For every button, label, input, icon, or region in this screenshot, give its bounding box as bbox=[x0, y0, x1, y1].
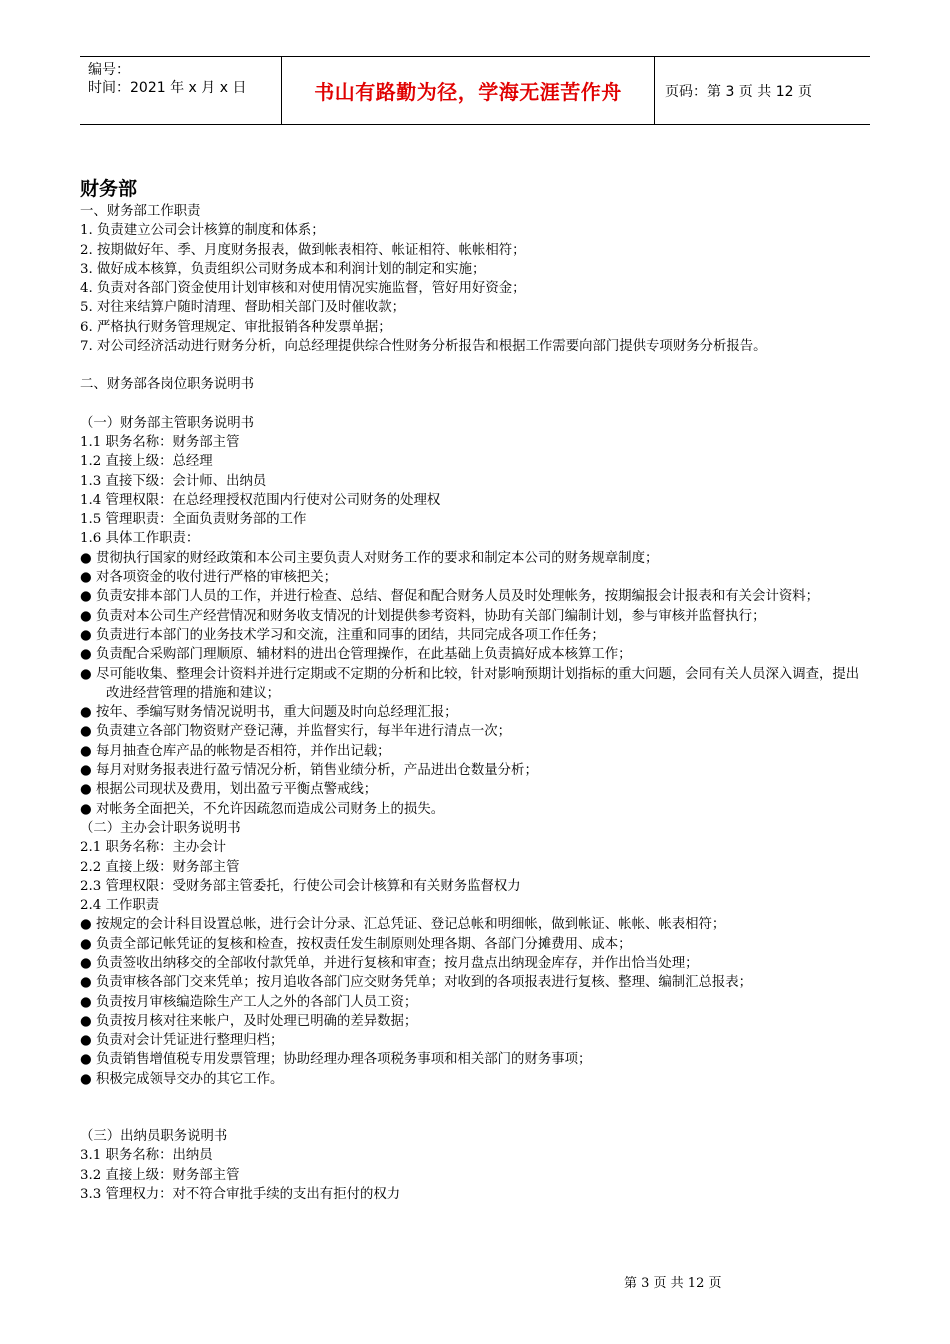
document-body bbox=[80, 176, 870, 1204]
bullet-item: ● 负责进行本部门的业务技术学习和交流，注重和同事的团结，共同完成各项工作任务； bbox=[80, 627, 605, 643]
position-field: 1.3 直接下级：会计师、出纳员 bbox=[80, 473, 267, 489]
duty-item: 4. 负责对各部门资金使用计划审核和对使用情况实施监督，管好用好资金； bbox=[80, 281, 526, 297]
header-motto: 书山有路勤为径，学海无涯苦作舟 bbox=[314, 80, 622, 104]
document-number-label: 编号： bbox=[88, 62, 130, 78]
position-field: 1.2 直接上级：总经理 bbox=[80, 454, 213, 470]
bullet-item: ● 负责按月审核编造除生产工人之外的各部门人员工资； bbox=[80, 994, 418, 1010]
position-field: 2.1 职务名称：主办会计 bbox=[80, 840, 227, 856]
bullet-item: ● 对各项资金的收付进行严格的审核把关； bbox=[80, 570, 337, 586]
position-field: 2.4 工作职责 bbox=[80, 898, 160, 914]
page-footer: 第 3 页 共 12 页 bbox=[624, 1276, 722, 1291]
bullet-item: ● 负责审核各部门交来凭单；按月追收各部门应交财务凭单；对收到的各项报表进行复核、整理、编制汇总报表； bbox=[80, 975, 753, 991]
header-page-info: 页码：第 3 页 共 12 页 bbox=[665, 83, 812, 100]
bullet-item: ● 负责配合采购部门理顺原、辅材料的进出仓管理操作，在此基础上负责搞好成本核算工作； bbox=[80, 647, 632, 663]
bullet-item: ● 对帐务全面把关，不允许因疏忽而造成公司财务上的损失。 bbox=[80, 801, 445, 817]
position-field: 3.1 职务名称：出纳员 bbox=[80, 1148, 213, 1164]
position-field: 3.3 管理权力：对不符合审批手续的支出有拒付的权力 bbox=[80, 1186, 401, 1202]
position-heading-accountant: （二）主办会计职务说明书 bbox=[80, 820, 241, 836]
duty-item: 3. 做好成本核算，负责组织公司财务成本和利润计划的制定和实施； bbox=[80, 261, 486, 277]
duty-item: 5. 对往来结算户随时清理、督助相关部门及时催收款； bbox=[80, 300, 406, 316]
bullet-item: ● 负责销售增值税专用发票管理；协助经理办理各项税务事项和相关部门的财务事项； bbox=[80, 1052, 592, 1068]
bullet-item: ● 按年、季编写财务情况说明书，重大问题及时向总经理汇报； bbox=[80, 705, 458, 721]
page-title: 财务部 bbox=[80, 178, 138, 200]
bullet-item: ● 根据公司现状及费用，划出盈亏平衡点警戒线； bbox=[80, 782, 378, 798]
bullet-item: ● 负责签收出纳移交的全部收付款凭单，并进行复核和审查；按月盘点出纳现金库存，并作出恰当处理； bbox=[80, 955, 699, 971]
position-field: 2.2 直接上级：财务部主管 bbox=[80, 859, 240, 875]
bullet-item: ● 每月抽查仓库产品的帐物是否相符，并作出记载； bbox=[80, 743, 391, 759]
position-field: 1.6 具体工作职责： bbox=[80, 531, 200, 547]
position-heading-supervisor: （一）财务部主管职务说明书 bbox=[80, 415, 255, 431]
position-field: 3.2 直接上级：财务部主管 bbox=[80, 1167, 240, 1183]
page-header bbox=[80, 56, 870, 125]
bullet-item: ● 按规定的会计科目设置总帐，进行会计分录、汇总凭证、登记总帐和明细帐，做到帐证、帐帐、帐表相符； bbox=[80, 917, 726, 933]
bullet-item: ● 负责全部记帐凭证的复核和检查，按权责任发生制原则处理各期、各部门分摊费用、成本； bbox=[80, 936, 632, 952]
bullet-item: ● 负责对本公司生产经营情况和财务收支情况的计划提供参考资料，协助有关部门编制计划，参与审核并监督执行； bbox=[80, 608, 766, 624]
position-field: 2.3 管理权限：受财务部主管委托，行使公司会计核算和有关财务监督权力 bbox=[80, 878, 521, 894]
bullet-item: ● 负责按月核对往来帐户，及时处理已明确的差异数据； bbox=[80, 1013, 418, 1029]
position-field: 1.5 管理职责：全面负责财务部的工作 bbox=[80, 512, 307, 528]
bullet-item: ● 负责安排本部门人员的工作，并进行检查、总结、督促和配合财务人员及时处理帐务，按期编报会计报表和有关会计资料； bbox=[80, 589, 820, 605]
position-field: 1.1 职务名称：财务部主管 bbox=[80, 434, 240, 450]
bullet-item: ● 贯彻执行国家的财经政策和本公司主要负责人对财务工作的要求和制定本公司的财务规章制度； bbox=[80, 550, 659, 566]
section-heading-positions: 二、财务部各岗位职务说明书 bbox=[80, 377, 255, 393]
bullet-item: ● 负责建立各部门物资财产登记薄，并监督实行，每半年进行清点一次； bbox=[80, 724, 512, 740]
position-field: 1.4 管理权限：在总经理授权范围内行使对公司财务的处理权 bbox=[80, 492, 441, 508]
header-motto-cell bbox=[281, 57, 655, 124]
bullet-item: ● 负责对会计凭证进行整理归档； bbox=[80, 1033, 284, 1049]
position-heading-cashier: （三）出纳员职务说明书 bbox=[80, 1129, 228, 1145]
duty-item: 6. 严格执行财务管理规定、审批报销各种发票单据； bbox=[80, 319, 392, 335]
duty-item: 1. 负责建立公司会计核算的制度和体系； bbox=[80, 223, 325, 239]
header-meta bbox=[80, 57, 281, 124]
bullet-item: ● 尽可能收集、整理会计资料并进行定期或不定期的分析和比较，针对影响预期计划指标的重大问题，会同有关人员深入调查，提出改进经营管理的措施和建议； bbox=[80, 666, 860, 701]
duty-item: 2. 按期做好年、季、月度财务报表，做到帐表相符、帐证相符、帐帐相符； bbox=[80, 242, 526, 258]
bullet-item: ● 每月对财务报表进行盈亏情况分析，销售业绩分析，产品进出仓数量分析； bbox=[80, 763, 538, 779]
header-page-cell bbox=[655, 57, 870, 124]
section-heading-duties: 一、财务部工作职责 bbox=[80, 204, 201, 219]
duty-item: 7. 对公司经济活动进行财务分析，向总经理提供综合性财务分析报告和根据工作需要向部门提供专项财务分析报告。 bbox=[80, 339, 767, 355]
document-date: 时间：2021 年 x 月 x 日 bbox=[88, 80, 247, 96]
bullet-item: ● 积极完成领导交办的其它工作。 bbox=[80, 1071, 284, 1087]
